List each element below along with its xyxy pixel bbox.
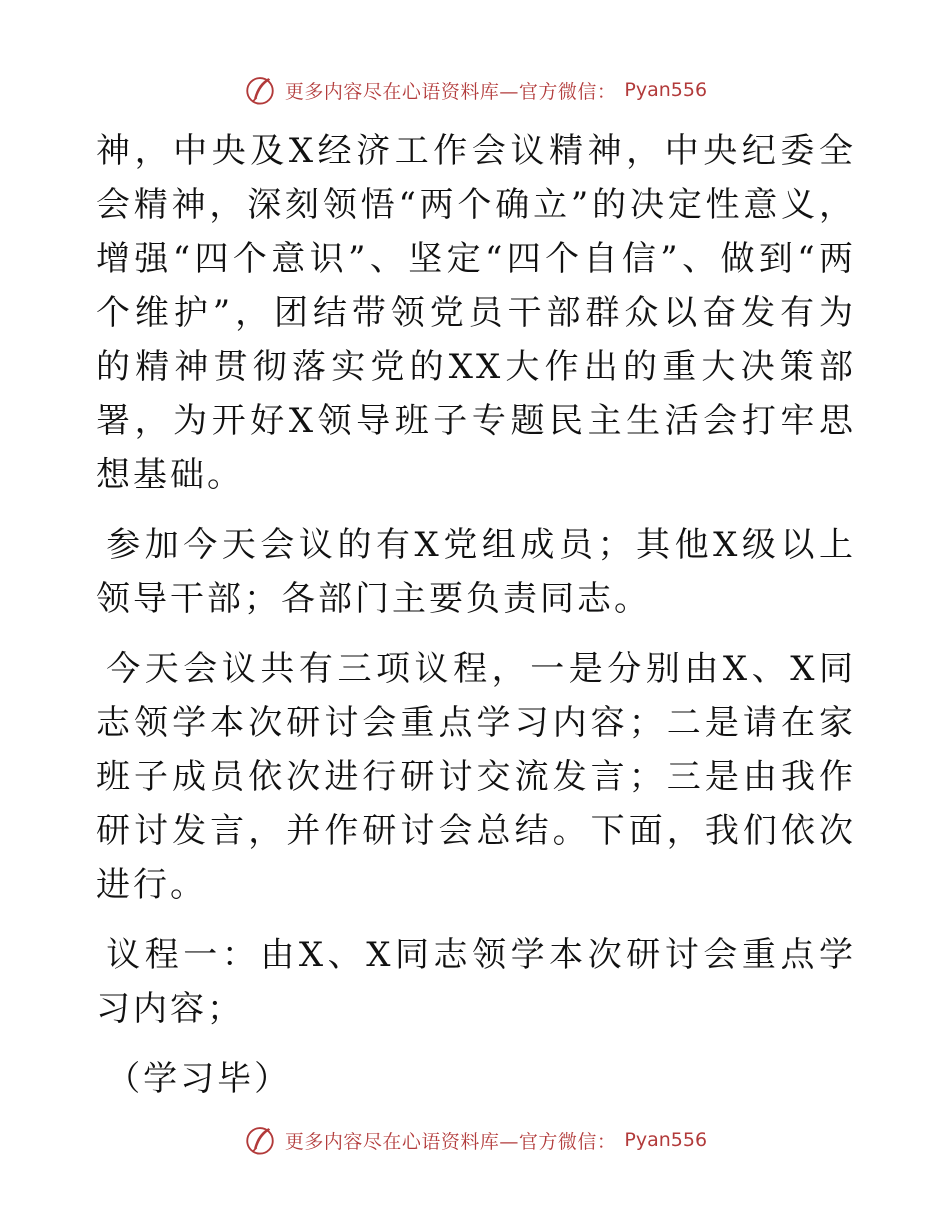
feather-pen-logo-icon xyxy=(243,1123,277,1157)
header-banner xyxy=(0,70,950,110)
banner-wechat-id: Pyan556 xyxy=(624,1129,708,1151)
footer-banner xyxy=(0,1120,950,1160)
paragraph-5: （学习毕） xyxy=(106,1059,292,1099)
banner-wechat-id: Pyan556 xyxy=(624,79,708,101)
banner-text: 更多内容尽在心语资料库—官方微信： xyxy=(284,80,617,103)
paragraph-2: 参加今天会议的有X党组成员；其他X级以上领导干部；各部门主要负责同志。 xyxy=(96,525,856,619)
feather-pen-logo-icon xyxy=(243,73,277,107)
document-body xyxy=(96,124,856,1106)
paragraph-1: 神，中央及X经济工作会议精神，中央纪委全会精神，深刻领悟“两个确立”的决定性意义，增强“四个意识”、坚定“四个自信”、做到“两个维护”，团结带领党员干部群众以奋发有为的精神贯彻落实党的XX大作出的重大决策部署，为开好X领导班子专题民主生活会打牢思想基础。 xyxy=(96,131,856,495)
paragraph-4: 议程一：由X、X同志领学本次研讨会重点学习内容； xyxy=(96,935,856,1029)
banner-text: 更多内容尽在心语资料库—官方微信： xyxy=(284,1130,617,1153)
paragraph-3: 今天会议共有三项议程，一是分别由X、X同志领学本次研讨会重点学习内容；二是请在家班子成员依次进行研讨交流发言；三是由我作研讨发言，并作研讨会总结。下面，我们依次进行。 xyxy=(96,649,856,905)
